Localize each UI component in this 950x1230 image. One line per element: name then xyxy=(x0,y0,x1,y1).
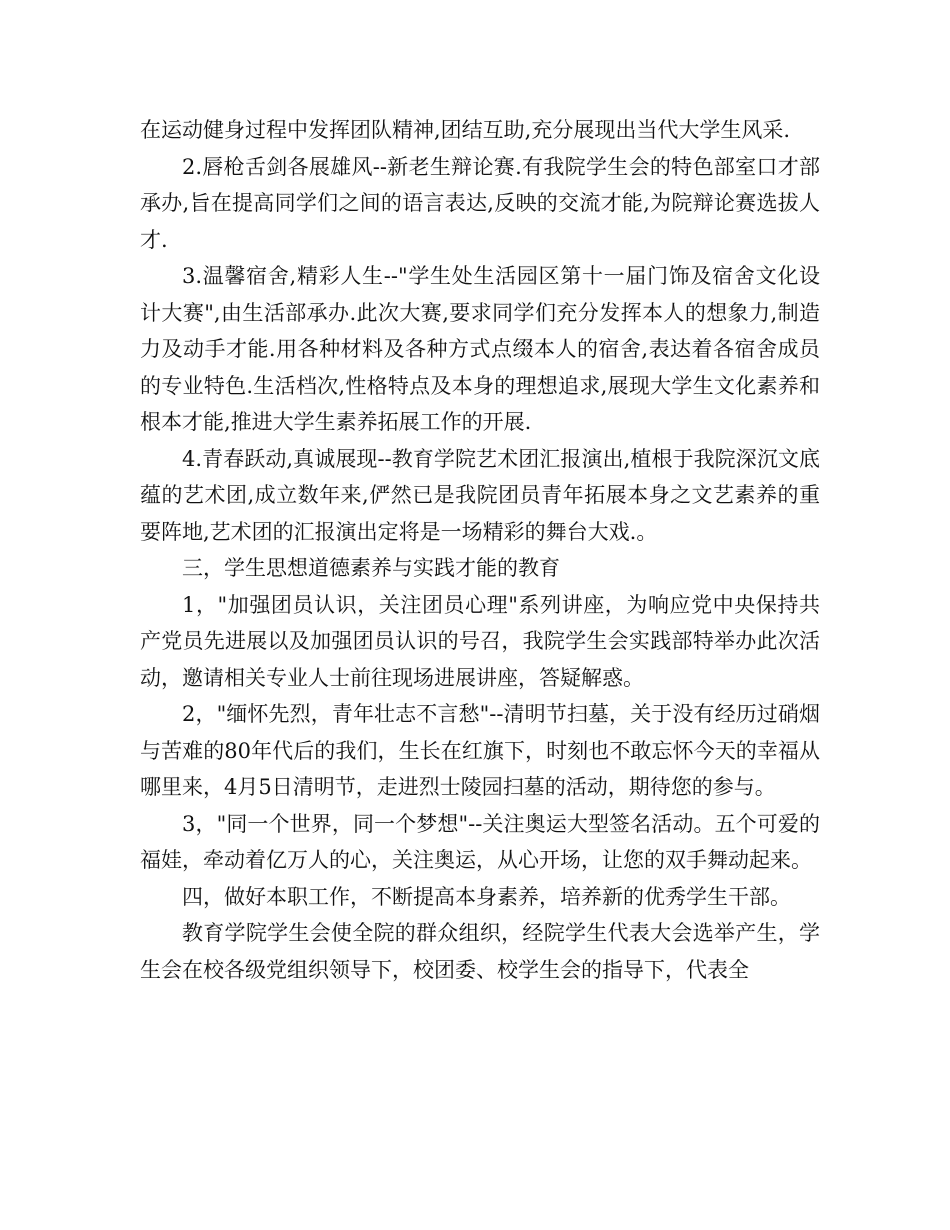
section-heading-moral-education: 三，学生思想道德素养与实践才能的教育 xyxy=(182,556,560,580)
paragraph-continuation: 在运动健身过程中发挥团队精神,团结互助,充分展现出当代大学生风采. xyxy=(140,118,791,142)
section-heading-duties: 四，做好本职工作，不断提高本身素养，培养新的优秀学生干部。 xyxy=(182,884,791,909)
paragraph-lecture-series: 1，"加强团员认识，关注团员心理"系列讲座，为响应党中央保持共产党员先进展以及加强团员认识的号召，我院学生会实践部特举办此次活动，邀请相关专业人士前往现场进展讲座，答疑解惑。 xyxy=(140,592,820,690)
paragraph-tomb-sweeping: 2，"缅怀先烈，青年壮志不言愁"--清明节扫墓，关于没有经历过硝烟与苦难的80年代后的我们，生长在红旗下，时刻也不敢忘怀今天的幸福从哪里来，4月5日清明节，走进烈士陵园扫墓的活动，期待您的参与。 xyxy=(140,702,820,799)
paragraph-debate-contest: 2.唇枪舌剑各展雄风--新老生辩论赛.有我院学生会的特色部室口才部承办,旨在提高同学们之间的语言表达,反映的交流才能,为院辩论赛选拔人才. xyxy=(140,154,820,252)
paragraph-art-troupe-performance: 4.青春跃动,真诚展现--教育学院艺术团汇报演出,植根于我院深沉文底蕴的艺术团,成立数年来,俨然已是我院团员青年拓展本身之文艺素养的重要阵地,艺术团的汇报演出定将是一场精彩的舞台大戏.。 xyxy=(140,446,820,544)
paragraph-dorm-design-contest: 3.温馨宿舍,精彩人生--"学生处生活园区第十一届门饰及宿舍文化设计大赛",由生活部承办.此次大赛,要求同学们充分发挥本人的想象力,制造力及动手才能.用各种材料及各种方式点缀本人的宿舍,表达着各宿舍成员的专业特色.生活档次,性格特点及本身的理想追求,展现大学生文化素养和根本才能,推进大学生素养拓展工作的开展. xyxy=(140,264,820,434)
document-body xyxy=(140,112,820,988)
paragraph-olympic-signature: 3，"同一个世界，同一个梦想"--关注奥运大型签名活动。五个可爱的福娃，牵动着亿万人的心，关注奥运，从心开场，让您的双手舞动起来。 xyxy=(140,811,820,872)
paragraph-student-union-intro: 教育学院学生会使全院的群众组织，经院学生代表大会选举产生，学生会在校各级党组织领导下，校团委、校学生会的指导下，代表全 xyxy=(140,921,820,982)
